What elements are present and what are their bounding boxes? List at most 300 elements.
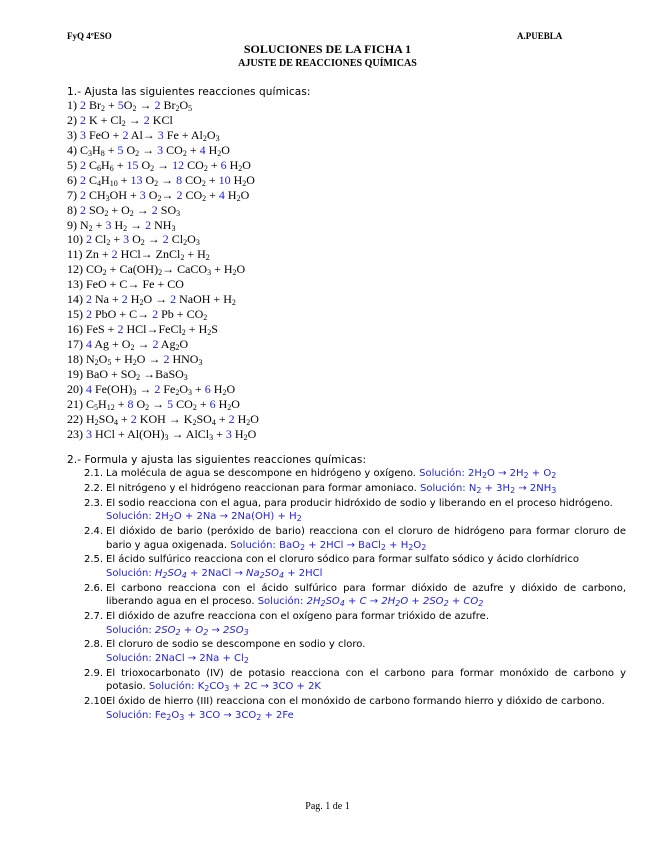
exercise-item <box>84 497 626 524</box>
formula-text: BaO <box>279 539 300 551</box>
coefficient: 13 <box>130 172 143 187</box>
subscript: 5 <box>107 357 112 367</box>
formula-text: BaO + SO <box>86 366 137 381</box>
exercise-body <box>84 638 626 665</box>
formula-text: + 2HCl <box>284 567 323 579</box>
coefficient: 2 <box>80 98 86 112</box>
reaction-row <box>67 232 627 247</box>
formula-text: → <box>134 337 153 351</box>
formula-italic: 2 <box>320 599 326 609</box>
formula-text: SO <box>196 411 212 426</box>
solution-label: Solución: <box>419 468 469 479</box>
formula-text: Ag + O <box>92 337 131 351</box>
reaction-row <box>67 262 627 277</box>
subscript: 3 <box>88 148 93 158</box>
subscript: 2 <box>256 712 262 722</box>
formula-text: H <box>86 411 95 426</box>
subscript: 3 <box>195 238 200 248</box>
subscript: 2 <box>192 402 197 412</box>
formula-text: → <box>161 187 177 202</box>
formula-text: K <box>197 681 205 693</box>
subscript: 2 <box>204 684 210 694</box>
solution <box>106 710 294 721</box>
formula-text: Al→ <box>128 127 158 142</box>
subscript: 2 <box>132 357 137 367</box>
formula-text: Fe <box>160 381 176 396</box>
coefficient: 5 <box>167 396 174 411</box>
formula-text: PbO + C→ <box>92 307 153 322</box>
subscript: 2 <box>157 193 162 203</box>
solution <box>149 681 321 692</box>
exercise-body <box>84 525 626 552</box>
formula-text: KOH → K <box>136 411 193 426</box>
subscript: 4 <box>114 417 119 427</box>
formula-text: H <box>127 292 140 307</box>
formula-text: + <box>344 596 360 608</box>
exercise-number: 2.6. <box>84 582 104 594</box>
formula-text: K + Cl <box>86 112 122 127</box>
formula-text: C <box>86 396 95 411</box>
subscript: 2 <box>421 542 427 552</box>
formula-italic: SO <box>264 567 279 579</box>
formula-italic: 3 <box>243 627 249 637</box>
subscript: 3 <box>183 372 188 382</box>
coefficient: 3 <box>139 187 146 202</box>
formula-text: O <box>247 426 257 441</box>
subscript: 2 <box>296 514 302 524</box>
coefficient: 3 <box>123 232 130 247</box>
solution <box>106 653 249 664</box>
coefficient: 2 <box>121 292 128 307</box>
subscript: 2 <box>232 268 237 278</box>
reaction-number: 22) <box>67 411 83 426</box>
subscript: 3 <box>171 223 176 233</box>
formula-text: O + 2Na → 2Na(OH) + H <box>173 511 297 523</box>
formula-text: + <box>92 217 106 232</box>
subscript: 2 <box>104 208 109 218</box>
reaction-row <box>67 188 627 203</box>
formula-text: O <box>171 709 180 721</box>
coefficient: 2 <box>86 232 92 247</box>
formula-text: O <box>123 142 136 157</box>
subscript: 4 <box>97 178 102 188</box>
formula-italic: 2 <box>162 570 168 580</box>
section2-heading: 2.- Formula y ajusta las siguientes reacciones químicas: <box>67 454 367 466</box>
formula-text: Fe <box>154 709 167 721</box>
formula-italic: O <box>195 624 204 636</box>
exercise-number: 2.4. <box>84 525 104 537</box>
formula-text: O <box>242 157 251 172</box>
subscript <box>478 599 483 608</box>
header-course: FyQ 4ºESO <box>67 31 112 41</box>
coefficient: 2 <box>80 172 86 187</box>
solution-label: Solución: <box>106 709 155 721</box>
formula-text: H <box>101 157 110 172</box>
subscript: 2 <box>238 163 243 173</box>
subscript: 2 <box>150 163 155 173</box>
subscript: 3 <box>224 684 230 694</box>
solution <box>230 540 426 551</box>
coefficient: 2 <box>86 307 92 322</box>
subscript: 2 <box>175 387 180 397</box>
formula-italic: 4 <box>339 599 345 609</box>
formula-text: KCl <box>149 112 173 127</box>
reaction-number: 11) <box>67 247 83 262</box>
formula-text: Fe + Al <box>163 127 203 142</box>
solution <box>258 596 484 607</box>
subscript: 3 <box>105 193 110 203</box>
exercise-item <box>84 695 626 722</box>
formula-italic: 2H <box>381 596 396 608</box>
subscript: 2 <box>207 328 212 338</box>
subscript: 3 <box>207 268 212 278</box>
reaction-row <box>67 352 627 367</box>
formula-text: Br <box>86 98 101 112</box>
formula-text: H <box>230 172 243 187</box>
subscript: 5 <box>188 104 193 113</box>
formula-text: SO <box>98 411 115 426</box>
subscript: 6 <box>97 163 102 173</box>
solution-label: Solución: <box>419 482 469 494</box>
subscript: 8 <box>100 148 105 158</box>
formula-text: + <box>207 157 221 172</box>
formula-text: HCl + Al(OH) <box>92 426 165 441</box>
formula-italic: 4 <box>278 570 285 580</box>
formula-text: + H <box>185 322 208 337</box>
formula-text: 2H <box>154 511 169 523</box>
coefficient: 10 <box>218 172 231 187</box>
formula-italic: 2SO <box>422 596 444 608</box>
exercise-number: 2.3. <box>84 497 104 509</box>
subscript: 5 <box>94 402 99 412</box>
subscript: 10 <box>109 178 118 188</box>
subscript: 2 <box>183 238 188 248</box>
coefficient: 3 <box>225 426 232 441</box>
reaction-number: 3) <box>67 127 77 142</box>
subscript: 3 <box>176 208 181 218</box>
subscript: 2 <box>140 238 145 248</box>
formula-text: OH + <box>109 187 140 202</box>
coefficient: 2 <box>86 292 92 307</box>
subscript: 3 <box>198 357 203 367</box>
subscript: 3 <box>551 485 557 495</box>
exercise-item <box>84 610 626 637</box>
exercise-body <box>84 497 626 524</box>
coefficient: 2 <box>122 127 129 142</box>
subscript: 2 <box>145 402 150 412</box>
solution-label: Solución: <box>106 567 155 579</box>
coefficient: 5 <box>117 98 124 112</box>
formula-italic: 2H <box>306 596 321 608</box>
formula-text: Na + <box>92 292 122 307</box>
formula-text: + <box>114 396 128 411</box>
formula-text: O <box>240 187 250 202</box>
subscript: 2 <box>132 104 137 113</box>
reaction-number: 19) <box>67 366 83 381</box>
formula-italic: 2SO <box>154 624 176 636</box>
exercise-item <box>84 638 626 665</box>
formula-text: Fe(OH) <box>92 381 133 396</box>
reaction-row <box>67 322 627 337</box>
formula-text: + H <box>184 247 206 262</box>
formula-text: → <box>127 217 146 232</box>
coefficient: 4 <box>218 187 225 202</box>
formula-text: + <box>408 596 423 608</box>
formula-text: + O <box>528 468 552 479</box>
reaction-row <box>67 158 627 173</box>
formula-text: + Ca(OH) <box>106 262 159 277</box>
subscript: 2 <box>168 514 174 524</box>
solution-label: Solución: <box>257 596 307 608</box>
formula-italic: SO <box>325 596 340 608</box>
solution-label: Solución: <box>230 539 280 551</box>
reaction-row <box>67 427 627 442</box>
reaction-number: 14) <box>67 292 83 307</box>
coefficient: 2 <box>111 247 118 262</box>
solution-label: Solución: <box>106 624 155 636</box>
formula-text: NaOH + H <box>176 292 232 307</box>
exercise-number: 2.2. <box>84 482 104 494</box>
exercise-number: 2.9. <box>84 667 104 679</box>
coefficient: 2 <box>154 98 161 112</box>
formula-italic: 2 <box>478 599 484 609</box>
reaction-number: 15) <box>67 307 83 322</box>
reaction-row <box>67 292 627 307</box>
reaction-number: 8) <box>67 202 77 217</box>
formula-italic: Na <box>246 567 260 579</box>
solution-line <box>106 709 626 723</box>
subscript: 3 <box>132 387 137 397</box>
formula-text: NH <box>151 217 172 232</box>
subscript: 2 <box>380 542 386 552</box>
coefficient: 2 <box>154 381 161 396</box>
formula-text: HNO <box>169 351 199 366</box>
formula-text: O <box>187 232 196 247</box>
reaction-row <box>67 173 627 188</box>
subscript: 2 <box>94 417 99 427</box>
reaction-row <box>67 128 627 143</box>
formula-text: + H <box>111 351 133 366</box>
formula-text: + <box>117 172 131 187</box>
exercise-text: El trioxocarbonato (IV) de potasio reacciona con el carbono para formar monóxido de carbono y potasio. <box>106 667 626 693</box>
formula-text: O <box>413 539 422 551</box>
exercise-text: El dióxido de bario (peróxido de bario) reacciona con el cloruro de hidrógeno para formar cloruro de bario y agua oxigenada. <box>106 525 626 551</box>
subscript: 2 <box>243 656 249 666</box>
subscript: 3 <box>209 432 214 442</box>
formula-text: O → 2H <box>487 468 524 479</box>
formula-text: H <box>210 381 223 396</box>
exercise-text: El dióxido de azufre reacciona con el oxígeno para formar trióxido de azufre. <box>106 611 490 623</box>
exercise-body <box>84 553 626 580</box>
formula-text: O <box>179 337 189 351</box>
formula-text: 2NaCl → 2Na + Cl <box>154 653 244 665</box>
subscript: 2 <box>242 178 247 188</box>
reaction-number: 10) <box>67 232 83 247</box>
coefficient: 2 <box>152 307 159 322</box>
formula-italic: CO <box>463 596 479 608</box>
reaction-number: 13) <box>67 277 83 292</box>
formula-text: O <box>250 411 259 426</box>
subscript: 2 <box>154 178 159 188</box>
reactions-list <box>67 98 627 442</box>
coefficient: 12 <box>172 157 185 172</box>
exercise-body <box>84 582 626 609</box>
formula-text: FeS + <box>86 322 118 337</box>
reaction-row <box>67 382 627 397</box>
subscript: 2 <box>408 542 414 552</box>
reaction-number: 7) <box>67 187 77 202</box>
subscript: 2 <box>227 402 232 412</box>
subscript: 2 <box>94 357 99 367</box>
subscript: 2 <box>201 178 206 188</box>
document-title: SOLUCIONES DE LA FICHA 1 <box>243 42 412 56</box>
formula-text: Pb + CO <box>158 307 204 322</box>
formula-text: H <box>111 217 124 232</box>
subscript: 4 <box>211 417 216 427</box>
formula-text: → <box>366 596 382 608</box>
formula-text: O <box>236 262 246 277</box>
formula-text: → <box>149 396 168 411</box>
subscript: 12 <box>106 402 115 412</box>
coefficient: 6 <box>209 396 216 411</box>
solution-line <box>106 624 626 638</box>
formula-text: O <box>98 351 108 366</box>
subscript: 2 <box>88 223 93 233</box>
formula-text: H <box>231 426 244 441</box>
subscript: 6 <box>109 163 114 173</box>
subscript: 2 <box>130 343 135 352</box>
header-author: A.PUEBLA <box>517 31 563 41</box>
coefficient: 2 <box>80 112 86 127</box>
formula-text: + 3CO → 3CO <box>184 709 257 721</box>
exercise-item <box>84 525 626 552</box>
coefficient: 5 <box>117 142 124 157</box>
subscript: 2 <box>135 148 140 158</box>
subscript: 2 <box>121 118 126 128</box>
formula-text: O → <box>143 292 171 307</box>
formula-text: → <box>158 172 177 187</box>
coefficient: 2 <box>163 351 170 366</box>
solution-line <box>106 510 626 524</box>
subscript: 2 <box>231 298 236 308</box>
formula-text: → <box>125 112 144 127</box>
subscript: 2 <box>158 268 163 278</box>
exercise-number: 2.5. <box>84 554 104 566</box>
subscript: 2 <box>217 148 222 158</box>
coefficient: 15 <box>126 157 139 172</box>
formula-text: → <box>154 157 173 172</box>
formula-text: O <box>145 187 158 202</box>
reaction-row <box>67 412 627 427</box>
formula-text: O <box>231 396 240 411</box>
formula-text: H <box>205 142 218 157</box>
formula-italic: 2 <box>259 570 265 580</box>
formula-text: O <box>138 157 151 172</box>
formula-text: N <box>86 351 95 366</box>
formula-text: CH <box>86 187 106 202</box>
formula-text: + <box>205 172 219 187</box>
formula-text: H <box>215 396 228 411</box>
formula-text: O <box>221 142 230 157</box>
page-footer: Pag. 1 de 1 <box>305 801 350 812</box>
subscript: 2 <box>523 471 529 480</box>
formula-text: + 3H <box>481 482 511 494</box>
subscript: 2 <box>246 417 251 427</box>
reaction-row <box>67 307 627 322</box>
reaction-number: 17) <box>67 337 83 351</box>
formula-text: FeO + C→ Fe + CO <box>86 277 184 292</box>
reaction-row <box>67 98 627 113</box>
formula-text: O <box>179 381 188 396</box>
formula-text: H <box>234 411 247 426</box>
reaction-number: 9) <box>67 217 77 232</box>
reaction-row <box>67 143 627 158</box>
formula-italic: H <box>154 567 163 579</box>
solution-line <box>106 652 626 666</box>
subscript: 2 <box>243 432 248 442</box>
formula-italic: O <box>400 596 409 608</box>
subscript: 2 <box>102 268 107 278</box>
formula-text: + 2HCl → BaCl <box>305 539 381 551</box>
subscript: 3 <box>179 712 185 722</box>
coefficient: 8 <box>127 396 134 411</box>
exercise-number: 2.1. <box>84 468 104 479</box>
formula-text: H <box>101 172 110 187</box>
formula-text: + H <box>386 539 409 551</box>
reaction-number: 16) <box>67 322 83 337</box>
reaction-number: 20) <box>67 381 83 396</box>
coefficient: 2 <box>145 217 152 232</box>
formula-text: FeO + <box>86 127 123 142</box>
subscript: 2 <box>205 253 210 263</box>
formula-text: C <box>86 172 98 187</box>
formula-text: HCl→FeCl <box>123 322 182 337</box>
coefficient: 2 <box>130 411 137 426</box>
reaction-row <box>67 337 627 352</box>
exercise-number: 2.8. <box>84 639 104 651</box>
solution <box>106 625 249 636</box>
formula-text: O <box>123 98 133 112</box>
reaction-number: 21) <box>67 396 83 411</box>
solution-label: Solución: <box>106 653 155 665</box>
formula-text: + 2Fe <box>261 709 294 721</box>
subscript: 2 <box>106 238 111 248</box>
solution <box>106 511 302 522</box>
subscript: 3 <box>215 133 220 143</box>
formula-italic: 2 <box>175 627 181 637</box>
formula-text: CO <box>182 172 202 187</box>
formula-text: CO <box>163 142 183 157</box>
subscript: 2 <box>129 208 134 218</box>
reaction-row <box>67 203 627 218</box>
subscript: 2 <box>222 387 227 397</box>
formula-text: + <box>186 142 200 157</box>
exercise-body <box>84 610 626 637</box>
formula-text: CO <box>173 396 193 411</box>
subscript: 2 <box>476 485 482 495</box>
formula-text: H <box>92 142 101 157</box>
formula-text: → 2NH <box>515 482 552 494</box>
formula-text: S <box>211 322 218 337</box>
subscript: 2 <box>192 417 197 427</box>
subscript: 3 <box>164 432 169 442</box>
exercise-body <box>84 482 626 496</box>
reaction-row <box>67 367 627 382</box>
formula-text: + <box>118 411 131 426</box>
formula-text: → <box>136 381 155 396</box>
reaction-row <box>67 113 627 128</box>
formula-text: → AlCl <box>168 426 210 441</box>
